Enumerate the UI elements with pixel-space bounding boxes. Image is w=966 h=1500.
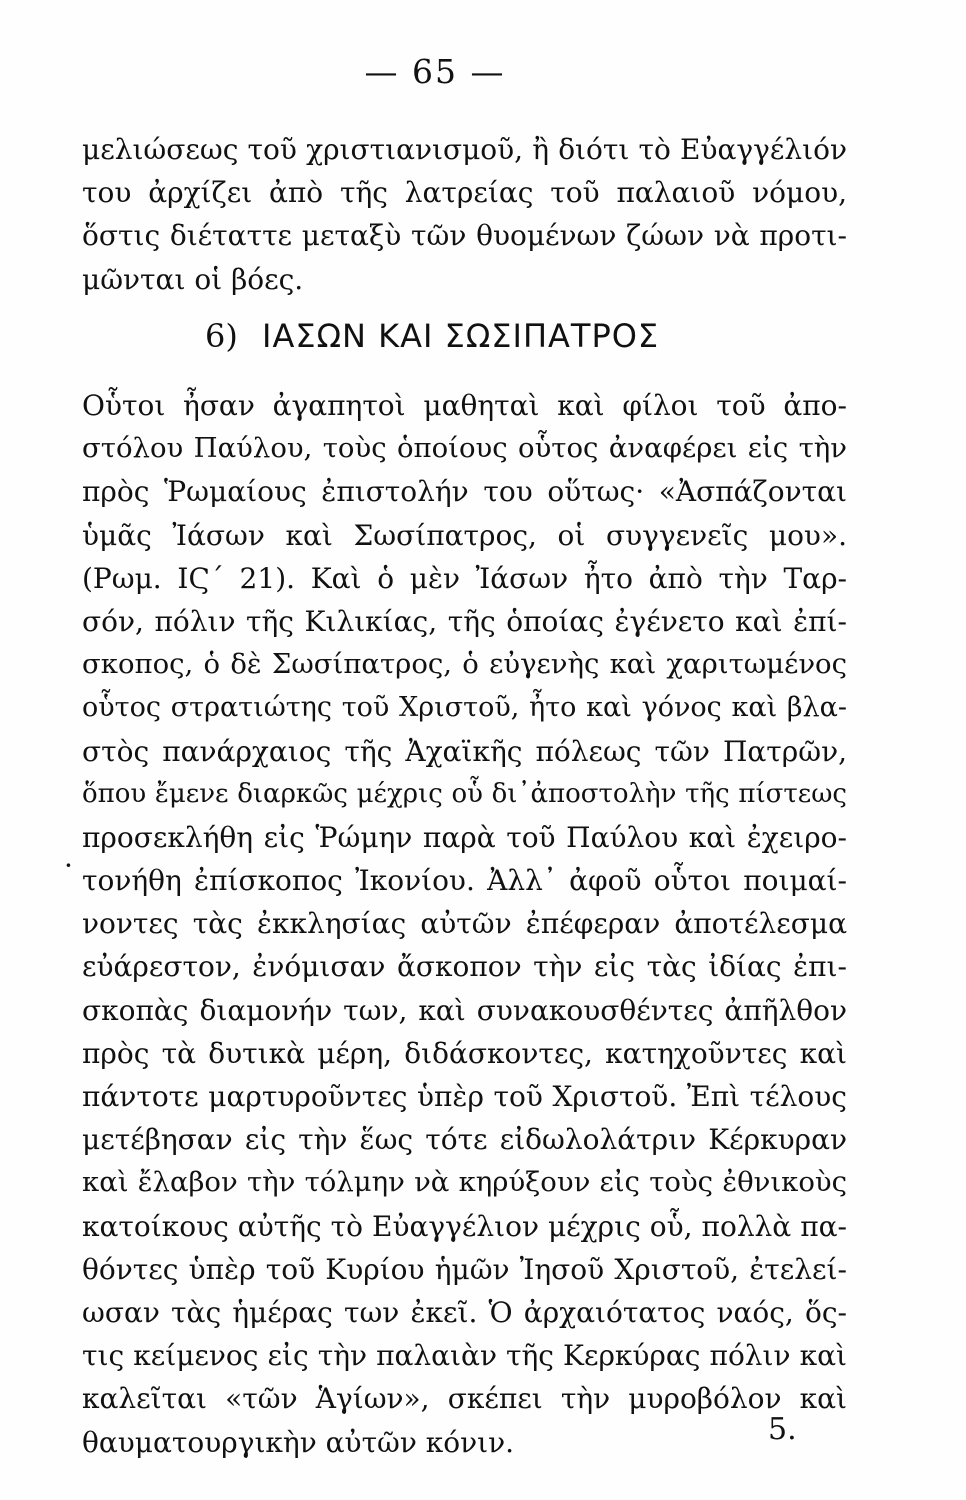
text-line: (Ρωμ. ΙϚ΄ 21). Καὶ ὁ μὲν Ἰάσων ἦτο ἀπὸ τὴν Ταρ- xyxy=(82,561,847,595)
text-line: πρὸς Ῥωμαίους ἐπιστολήν του οὕτως· «Ἀσπάζονται xyxy=(82,475,847,509)
text-line: νοντες τὰς ἐκκλησίας αὐτῶν ἐπέφεραν ἀποτέλεσμα xyxy=(82,907,847,941)
text-line: θόντες ὑπὲρ τοῦ Κυρίου ἡμῶν Ἰησοῦ Χριστοῦ, ἐτελεί- xyxy=(82,1252,847,1286)
text-line: πάντοτε μαρτυροῦντες ὑπὲρ τοῦ Χριστοῦ. Ἐπὶ τέλους xyxy=(82,1080,847,1113)
page-number: — 65 — xyxy=(364,52,506,91)
text-line: στὸς πανάρχαιος τῆς Ἀχαϊκῆς πόλεως τῶν Πατρῶν, xyxy=(82,734,847,768)
text-line: του ἀρχίζει ἀπὸ τῆς λατρείας τοῦ παλαιοῦ νόμου, xyxy=(82,176,847,210)
text-line: καὶ ἔλαβον τὴν τόλμην νὰ κηρύξουν εἰς τοὺς ἐθνικοὺς xyxy=(82,1166,847,1199)
text-line: κατοίκους αὐτῆς τὸ Εὐαγγέλιον μέχρις οὗ, πολλὰ πα- xyxy=(82,1209,847,1243)
signature-mark: 5. xyxy=(768,1412,797,1447)
text-line: πρὸς τὰ δυτικὰ μέρη, διδάσκοντες, κατηχοῦντες καὶ xyxy=(82,1036,847,1070)
text-line: εὐάρεστον, ἐνόμισαν ἄσκοπον τὴν εἰς τὰς ἰδίας ἐπι- xyxy=(82,950,847,984)
body-paragraph xyxy=(82,384,847,1464)
section-title: ΙΑΣΩΝ ΚΑΙ ΣΩΣΙΠΑΤΡΟΣ xyxy=(262,317,660,355)
text-line: ωσαν τὰς ἡμέρας των ἐκεῖ. Ὁ ἀρχαιότατος ναός, ὅς- xyxy=(82,1295,847,1329)
text-line: τις κείμενος εἰς τὴν παλαιὰν τῆς Κερκύρας πόλιν καὶ xyxy=(82,1339,847,1373)
text-line: Οὗτοι ἦσαν ἀγαπητοὶ μαθηταὶ καὶ φίλοι τοῦ ἀπο- xyxy=(82,389,847,422)
text-line: σκοπος, ὁ δὲ Σωσίπατρος, ὁ εὐγενὴς καὶ χαριτωμένος xyxy=(82,648,847,681)
intro-paragraph xyxy=(82,128,847,301)
text-line: μῶνται οἱ βόες. xyxy=(82,262,304,296)
text-line: προσεκλήθη εἰς Ῥώμην παρὰ τοῦ Παύλου καὶ ἐχειρο- xyxy=(82,820,847,854)
text-line: μετέβησαν εἰς τὴν ἕως τότε εἰδωλολάτριν Κέρκυραν xyxy=(82,1123,847,1157)
text-line: ὑμᾶς Ἰάσων καὶ Σωσίπατρος, οἱ συγγενεῖς μου». xyxy=(82,518,847,552)
text-line: σόν, πόλιν τῆς Κιλικίας, τῆς ὁποίας ἐγένετο καὶ ἐπί- xyxy=(82,604,847,638)
text-line: θαυματουργικὴν αὐτῶν κόνιν. xyxy=(82,1425,515,1459)
text-line: στόλου Παύλου, τοὺς ὁποίους οὗτος ἀναφέρει εἰς τὴν xyxy=(82,432,847,465)
text-line: οὗτος στρατιώτης τοῦ Χριστοῦ, ἦτο καὶ γόνος καὶ βλα- xyxy=(82,692,847,724)
text-line: καλεῖται «τῶν Ἁγίων», σκέπει τὴν μυροβόλον καὶ xyxy=(82,1382,847,1416)
text-line: ὅπου ἔμενε διαρκῶς μέχρις οὗ δι᾽ἀποστολὴν τῆς πίστεως xyxy=(82,778,847,809)
section-heading xyxy=(205,312,705,360)
text-line: μελιώσεως τοῦ χριστιανισμοῦ, ἢ διότι τὸ Εὐαγγέλιόν xyxy=(82,133,847,166)
margin-mark: · xyxy=(64,849,73,882)
text-line: σκοπὰς διαμονήν των, καὶ συνακουσθέντες ἀπῆλθον xyxy=(82,993,847,1027)
text-line: τονήθη ἐπίσκοπος Ἰκονίου. Ἀλλ᾽ ἀφοῦ οὗτοι ποιμαί- xyxy=(82,864,847,898)
section-number: 6) xyxy=(205,317,238,355)
text-line: ὅστις διέταττε μεταξὺ τῶν θυομένων ζώων νὰ προτι- xyxy=(82,219,847,253)
